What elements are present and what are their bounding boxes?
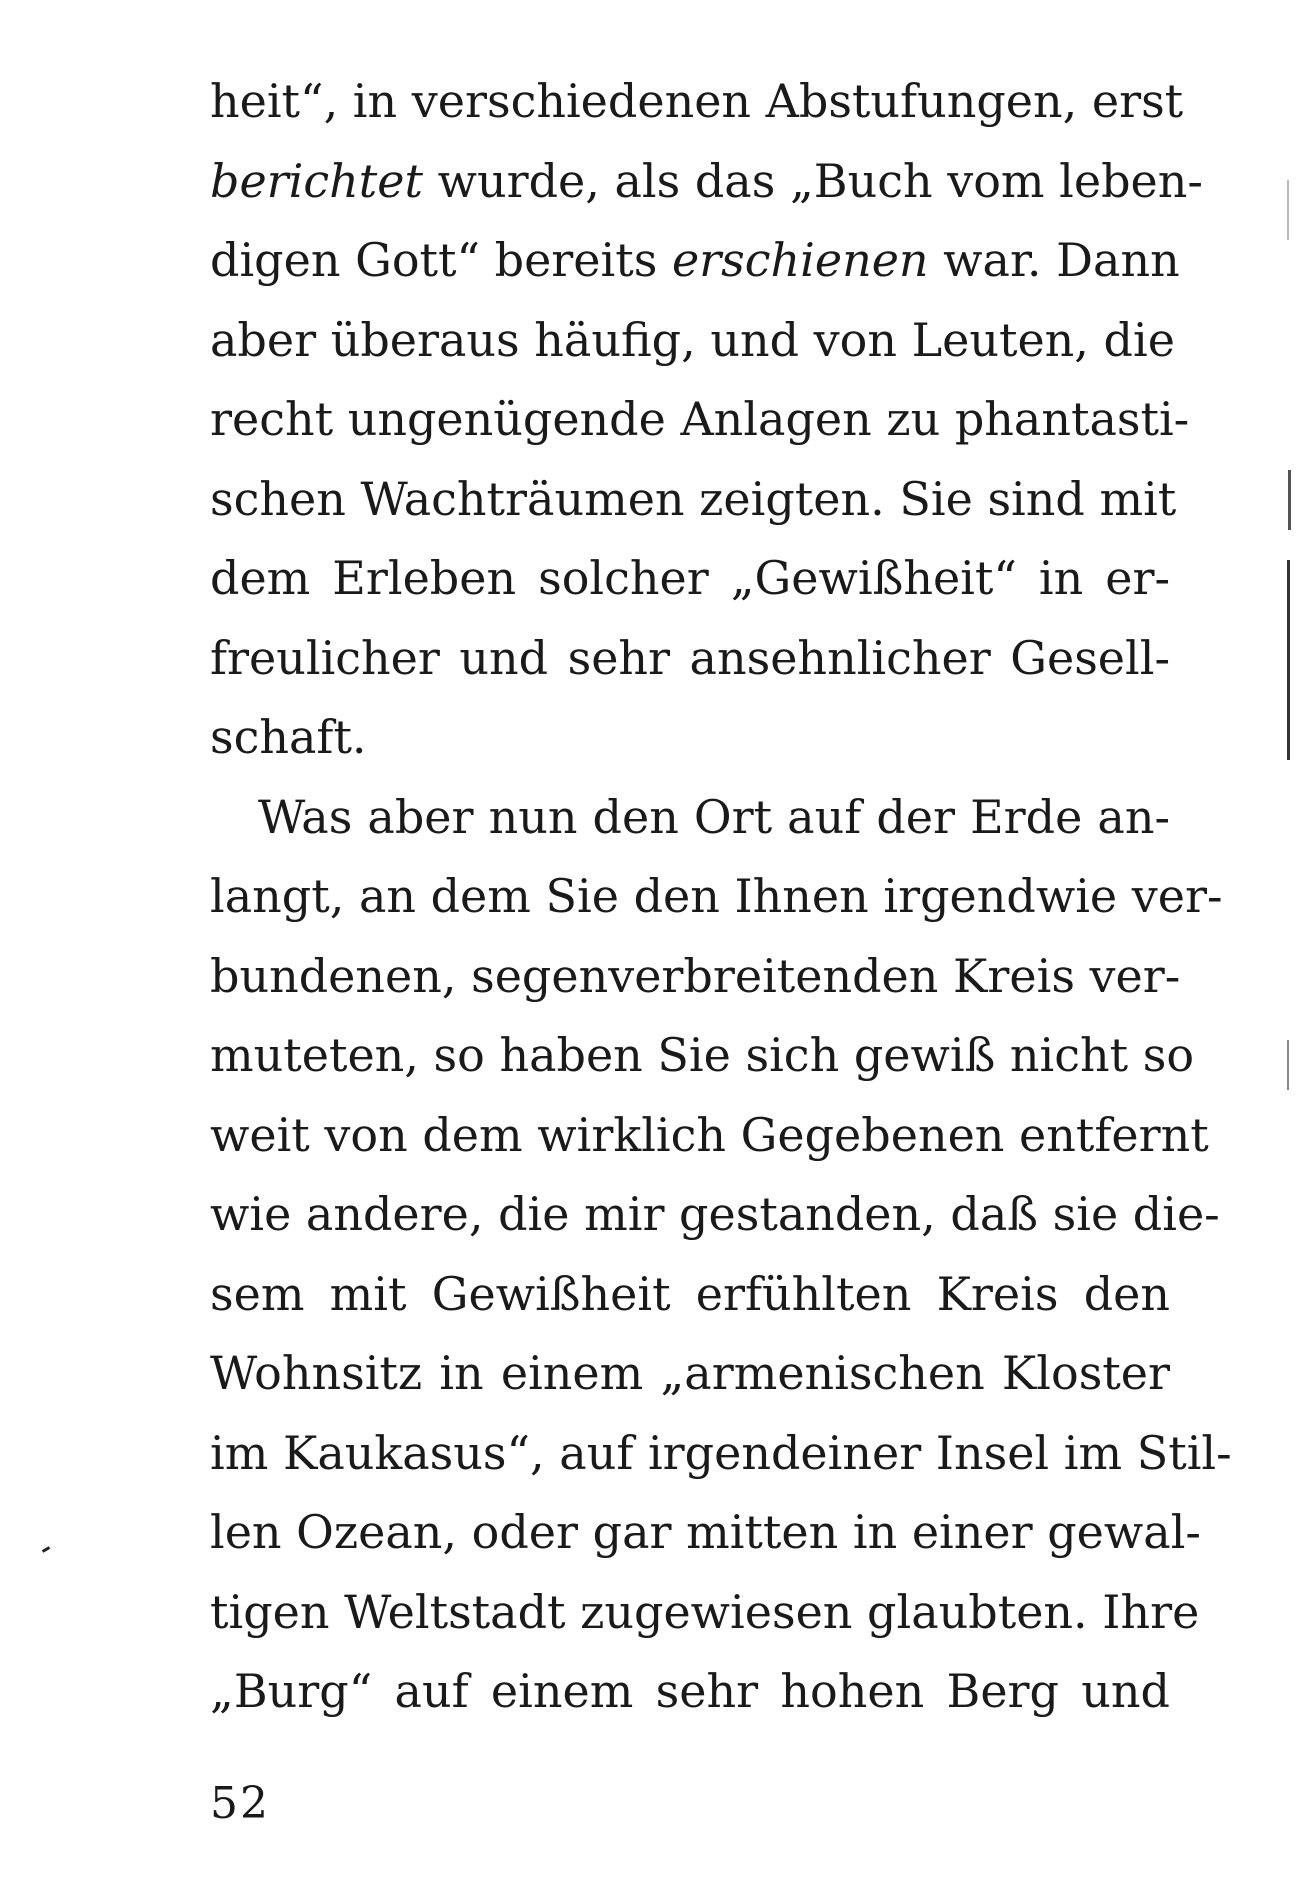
text-line-9: schaft.	[210, 710, 367, 764]
text-line-11: langt, an dem Sie den Ihnen irgendwie ver-	[210, 869, 1223, 923]
scan-mark-5	[42, 1546, 50, 1553]
scan-mark-4	[1287, 1040, 1289, 1090]
text-line-20: tigen Weltstadt zugewiesen glaubten. Ihre	[210, 1584, 1200, 1639]
italic-berichtet: berichtet	[210, 153, 423, 208]
text-line-1: heit“, in verschiedenen Abstufungen, erst	[210, 74, 1184, 128]
text-line-10: Was aber nun den Ort auf der Erde an-	[258, 789, 1170, 844]
text-line-5: recht ungenügende Anlagen zu phantasti-	[210, 392, 1190, 446]
text-line-21: „Burg“ auf einem sehr hohen Berg und	[210, 1664, 1170, 1718]
text-line-3: digen Gott“ bereits erschienen war. Dann	[210, 233, 1180, 287]
text-line-14: weit von dem wirklich Gegebenen entfernt	[210, 1107, 1209, 1162]
body-text	[210, 62, 1232, 1732]
text-line-8: freulicher und sehr ansehnlicher Gesell-	[210, 630, 1170, 685]
text-line-18: im Kaukasus“, auf irgendeiner Insel im Stil-	[210, 1425, 1232, 1480]
text-line-15: wie andere, die mir gestanden, daß sie die-	[210, 1187, 1220, 1241]
text-line-13: muteten, so haben Sie sich gewiß nicht so	[210, 1028, 1195, 1082]
text-line-2: berichtet wurde, als das „Buch vom leben-	[210, 153, 1203, 208]
scan-mark-2	[1288, 470, 1291, 530]
text-line-6: schen Wachträumen zeigten. Sie sind mit	[210, 471, 1177, 526]
text-line-7: dem Erleben solcher „Gewißheit“ in er-	[210, 551, 1170, 605]
text-line-4: aber überaus häufig, und von Leuten, die	[210, 312, 1175, 367]
page-number: 52	[210, 1778, 270, 1829]
text-line-17: Wohnsitz in einem „armenischen Kloster	[210, 1346, 1170, 1400]
text-line-19: len Ozean, oder gar mitten in einer gewal-	[210, 1505, 1201, 1559]
text-line-12: bundenen, segenverbreitenden Kreis ver-	[210, 948, 1181, 1003]
italic-erschienen: erschienen	[671, 233, 929, 287]
text-line-16: sem mit Gewißheit erfühlten Kreis den	[210, 1266, 1170, 1321]
scan-mark-1	[1287, 180, 1289, 240]
scan-mark-3	[1287, 560, 1290, 760]
